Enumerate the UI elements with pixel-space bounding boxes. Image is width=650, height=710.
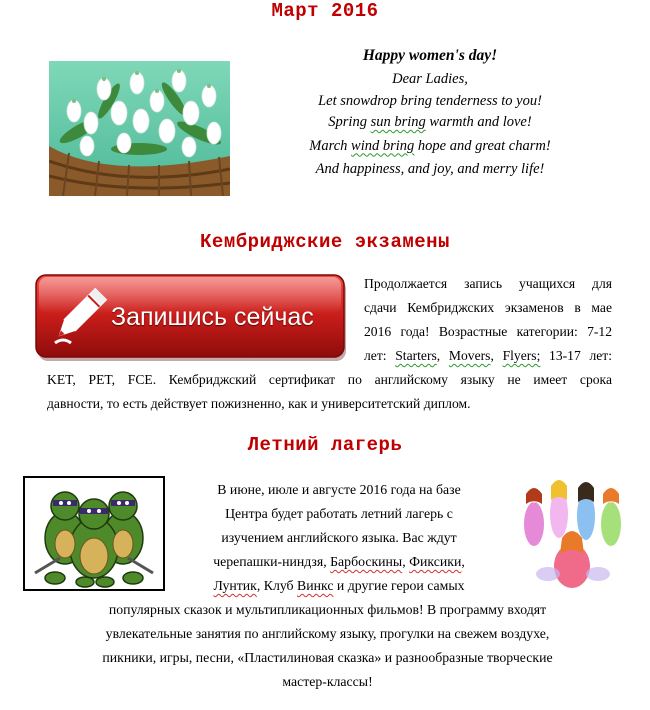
poem-line: Spring sun bring warmth and love!	[328, 114, 532, 130]
text-line: изучением английского языка. Вас ждут	[221, 530, 457, 545]
poem-line: Let snowdrop bring tenderness to you!	[318, 93, 542, 109]
text-line: 2016 года! Возрастные категории: 7-12	[364, 324, 612, 339]
text-line: В июне, июле и августе 2016 года на базе	[217, 482, 461, 497]
text-line: Центра будет работать летний лагерь с	[225, 506, 453, 521]
signup-now-button[interactable]	[35, 273, 349, 365]
text-line: черепашки-ниндзя, Барбоскины, Фиксики,	[213, 554, 465, 569]
poem-line: March wind bring hope and great charm!	[309, 137, 551, 154]
text-line: сдачи Кембриджских экзаменов в мае	[364, 300, 612, 315]
text-line: мастер-классы!	[282, 674, 373, 689]
winx-club-image	[514, 474, 630, 596]
cambridge-text-bottom	[47, 368, 612, 416]
march-title: Март 2016	[271, 0, 379, 22]
camp-text-center	[180, 478, 498, 598]
womens-day-poem	[275, 44, 585, 182]
text-line: KET, PET, FCE. Кембриджский сертификат по английскому языку не имеет срока	[47, 372, 612, 387]
cambridge-text-right	[364, 272, 612, 368]
text-line: популярных сказок и мультипликационных фильмов! В программу входят	[108, 602, 547, 617]
signup-button-label: Запишись сейчас	[111, 303, 314, 331]
text-line: Продолжается запись учащихся для	[364, 276, 612, 291]
text-line: пикники, игры, песни, «Пластилиновая сказка» и разнообразные творческие	[102, 650, 553, 665]
camp-title: Летний лагерь	[247, 434, 403, 456]
snowdrop-basket-image	[49, 61, 230, 196]
ninja-turtles-image	[23, 476, 165, 591]
text-line: увлекательные занятия по английскому языку, прогулки на свежем воздухе,	[105, 626, 550, 641]
camp-text-bottom	[40, 598, 615, 694]
text-line: Лунтик, Клуб Винкс и другие герои самых	[213, 578, 465, 593]
poem-title: Happy women's day!	[362, 47, 498, 64]
cambridge-title: Кембриджские экзамены	[200, 231, 450, 253]
poem-line: Dear Ladies,	[392, 70, 468, 87]
text-line: давности, то есть действует пожизненно, как и университетский диплом.	[47, 396, 471, 411]
text-line: лет: Starters, Movers, Flyers; 13-17 лет:	[364, 348, 613, 363]
pencil-icon	[49, 283, 109, 349]
poem-line: And happiness, and joy, and merry life!	[315, 161, 545, 177]
